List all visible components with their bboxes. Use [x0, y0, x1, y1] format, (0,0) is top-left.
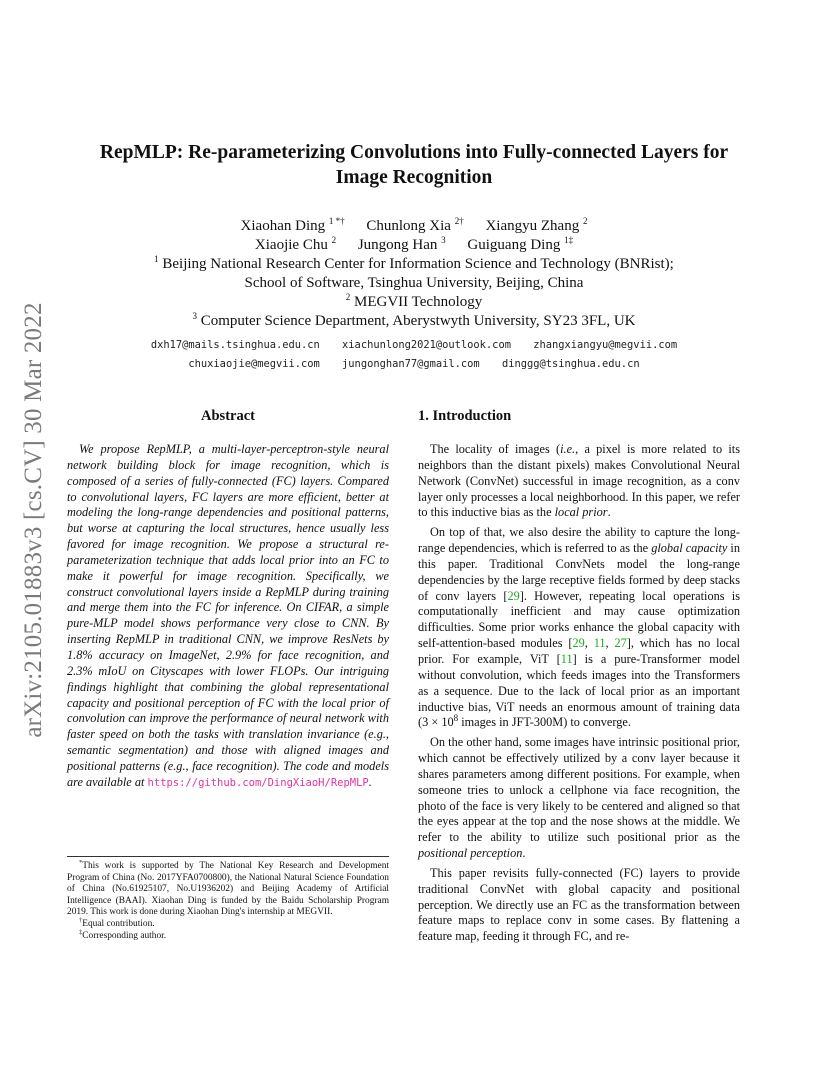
right-column	[418, 406, 740, 949]
footnote	[67, 928, 389, 943]
author-name: Xiaohan Ding	[240, 218, 326, 234]
email: jungonghan77@gmail.com	[342, 358, 480, 370]
text: ,	[605, 636, 615, 651]
author-sup: 2	[582, 216, 588, 226]
text: ]. However, repeating local operations is computationally inefficient and may cause optimization difficulties. Some prior works enhance the global capacity with self-attention-based modules [	[418, 588, 741, 651]
text: , a pixel is more related to its neighbors than the distant pixels) makes Convolutional Neural Network (ConvNet) successful in image recognition, as a conv layer only processes a local neighborhood. In this paper, we refer to this inductive bias as the	[418, 442, 740, 520]
text-italic: global capacity	[651, 541, 728, 556]
text: ], which has no local prior. For example, ViT [	[418, 636, 740, 666]
footnote-text: Equal contribution.	[82, 918, 155, 929]
affiliation-text: MEGVII Technology	[354, 294, 483, 310]
email-line	[70, 336, 758, 355]
email: zhangxiangyu@megvii.com	[533, 339, 678, 351]
email: xiachunlong2021@outlook.com	[342, 339, 511, 351]
author-name: Guiguang Ding	[467, 237, 561, 253]
exponent: 8	[453, 713, 459, 724]
citation-link[interactable]: 27	[614, 636, 627, 651]
email-line	[70, 355, 758, 374]
abstract-text: We propose RepMLP, a multi-layer-perceptron-style neural network building block for image recognition, which is composed of a series of fully-connected (FC) layers. Compared to convolutional layers, FC layers are more efficient, better at modeling the long-range dependencies and positional patterns, but worse at capturing the local structures, hence usually less favored for image recognition. We propose a structural re-parameterization technique that adds local prior into an FC to make it powerful for image recognition. Specifically, we construct convolutional layers inside a RepMLP during training and merge them into the FC for inference. On CIFAR, a simple pure-MLP model shows performance very close to CNN. By inserting RepMLP in traditional CNN, we improve ResNets by 1.8% accuracy on ImageNet, 2.9% for face recognition, and 2.3% mIoU on Cityscapes with lower FLOPs. Our intriguing findings highlight that combining the global representational capacity and positional perception of FC with the local prior of convolution can improve the performance of neural network with faster speed on both the tasks with translation invariance (e.g., semantic segmentation) and those with aligned images and positional patterns (e.g., face recognition). The code and models are available at	[67, 442, 389, 789]
author-sup: 2	[331, 235, 337, 245]
title-line: RepMLP: Re-parameterizing Convolutions into Fully-connected Layers for	[99, 142, 729, 163]
affiliation-text: Computer Science Department, Aberystwyth University, SY23 3FL, UK	[200, 313, 636, 329]
paragraph	[418, 525, 740, 731]
left-column	[67, 406, 389, 792]
abstract-heading: Abstract	[201, 408, 255, 424]
footnote-mark: ‡	[79, 928, 83, 936]
author-sup: 1‡	[564, 235, 574, 245]
author-sup: 2†	[454, 216, 464, 226]
author-name: Xiangyu Zhang	[485, 218, 580, 234]
email-block	[70, 336, 758, 374]
citation-link[interactable]: 11	[560, 651, 573, 666]
author-name: Xiaojie Chu	[254, 237, 328, 253]
author-name: Chunlong Xia	[366, 218, 451, 234]
section-heading: 1. Introduction	[418, 408, 512, 424]
arxiv-stamp-text: arXiv:2105.01883v3 [cs.CV] 30 Mar 2022	[20, 302, 47, 738]
affiliation-sup: 3	[192, 311, 197, 321]
text-italic: i.e.	[560, 442, 576, 456]
text: The locality of images (	[430, 442, 561, 456]
arxiv-stamp	[14, 280, 54, 760]
author-block	[70, 217, 758, 331]
affiliation-2	[70, 293, 758, 312]
affiliation-1b: School of Software, Tsinghua University, Beijing, China	[244, 275, 584, 291]
citation-link[interactable]: 11	[593, 636, 606, 651]
paragraph: This paper revisits fully-connected (FC) layers to provide traditional ConvNet with global capacity and positional perception. We directly use an FC as the transformation between feature maps to replace conv in some cases. By flattening a feature map, feeding it through FC, and re-	[418, 865, 740, 944]
text: .	[607, 505, 611, 520]
affiliation-text: Beijing National Research Center for Information Science and Technology (BNRist);	[162, 256, 674, 272]
author-name: Jungong Han	[357, 237, 438, 253]
text: ,	[584, 636, 594, 651]
citation-link[interactable]: 29	[572, 636, 585, 651]
footnote-text: This work is supported by The National Key Research and Development Program of China (No. 2017YFA0700800), the National Natural Science Foundation of China (No.61925107, No.U1936202) and Beijing Academy of Artificial Intelligence (BAAI). Xiaohan Ding is funded by the Baidu Scholarship Program 2019. This work is done during Xiaohan Ding's internship at MEGVII.	[67, 861, 389, 918]
text: .	[522, 846, 526, 861]
text-italic: local prior	[554, 505, 608, 520]
author-line	[70, 236, 758, 255]
email: chuxiaojie@megvii.com	[188, 358, 320, 370]
email: dinggg@tsinghua.edu.cn	[501, 358, 640, 370]
footnote-mark: †	[79, 916, 83, 924]
title-line: Image Recognition	[335, 167, 493, 188]
code-link[interactable]: https://github.com/DingXiaoH/RepMLP	[147, 776, 369, 789]
affiliation-sup: 1	[154, 254, 159, 264]
affiliation-1	[70, 255, 758, 274]
author-sup: 1 *†	[328, 216, 345, 226]
email: dxh17@mails.tsinghua.edu.cn	[150, 339, 320, 351]
footnote	[67, 858, 389, 919]
citation-link[interactable]: 29	[507, 588, 520, 603]
author-sup: 3	[441, 235, 446, 245]
paragraph	[418, 735, 740, 862]
affiliation-sup: 2	[345, 292, 351, 302]
text-italic: positional perception	[418, 846, 523, 861]
text: On top of that, we also desire the ability to capture the long-range dependencies, which is referred to as the	[418, 525, 740, 556]
footnote	[67, 916, 389, 931]
affiliation-3	[70, 312, 758, 331]
text: images in JFT-300M) to converge.	[458, 715, 631, 730]
footnotes	[67, 856, 389, 942]
paper-title	[80, 140, 748, 190]
footnote-mark: *	[79, 858, 83, 866]
abstract-body	[67, 442, 389, 792]
paragraph	[418, 442, 740, 521]
abstract-end: .	[368, 774, 372, 789]
footnote-text: Corresponding author.	[82, 930, 167, 941]
text: On the other hand, some images have intrinsic positional prior, which cannot be effectively utilized by a conv layer because it shares parameters among different positions. For example, when someone tries to unlock a cellphone via face recognition, the photo of the face is very likely to be centered and aligned so that the eyes appear at the top and the nose shows at the middle. We refer to the ability to utilize such positional prior as the	[418, 735, 740, 845]
text: ] is a pure-Transformer model without convolution, which feeds images into the Transformers as a sequence. Due to the lack of local prior as an important inductive bias, ViT needs an enormous amount of training data (3 × 10	[418, 651, 740, 730]
author-line	[70, 217, 758, 236]
text: in this paper. Traditional ConvNets model the long-range dependencies by the large receptive fields formed by deep stacks of conv layers [	[418, 541, 740, 603]
